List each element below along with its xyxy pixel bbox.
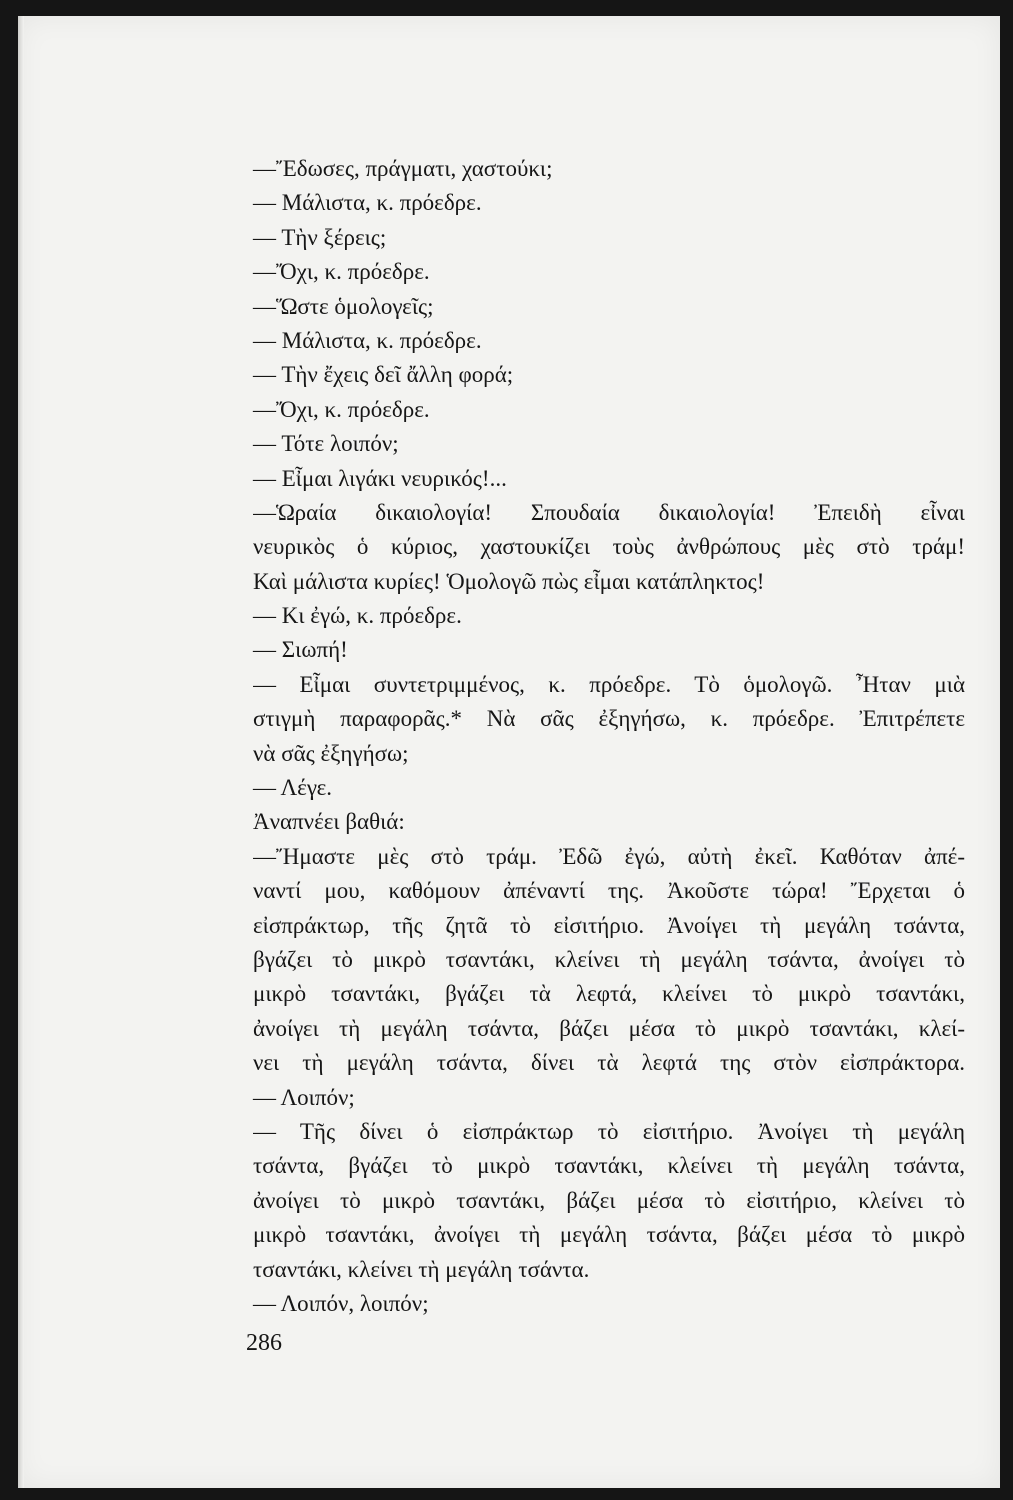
text-line: — Λοιπόν; [253,1084,355,1110]
text-line: —Ἔδωσες, πράγματι, χαστούκι; [253,156,553,181]
text-line: ἀνοίγει τὴ μεγάλη τσάντα, βάζει μέσα τὸ μικρὸ τσαντάκι, κλεί- [253,1015,965,1041]
text-line: —Ὥστε ὁμολογεῖς; [253,293,434,319]
text-line: — Κι ἐγώ, κ. πρόεδρε. [253,603,462,629]
text-line: βγάζει τὸ μικρὸ τσαντάκι, κλείνει τὴ μεγάλη τσάντα, ἀνοίγει τὸ [253,946,965,972]
text-line: —Ὄχι, κ. πρόεδρε. [253,396,430,422]
text-line: νὰ σᾶς ἐξηγήσω; [253,740,409,766]
text-line: μικρὸ τσαντάκι, βγάζει τὰ λεφτά, κλείνει τὸ μικρὸ τσαντάκι, [253,981,965,1007]
text-line: — Λέγε. [253,775,332,801]
text-line: —Ἤμαστε μὲς στὸ τράμ. Ἐδῶ ἐγώ, αὐτὴ ἐκεῖ. Καθόταν ἀπέ- [253,843,965,869]
text-line: — Λοιπόν, λοιπόν; [253,1290,429,1316]
text-line: — Τὴν ξέρεις; [253,224,387,250]
text-line: —Ὡραία δικαιολογία! Σπουδαία δικαιολογία! Ἐπειδὴ εἶναι [253,499,965,525]
text-line: —Ὄχι, κ. πρόεδρε. [253,259,430,285]
body-text [253,152,965,1321]
text-line: στιγμὴ παραφορᾶς.* Νὰ σᾶς ἐξηγήσω, κ. πρόεδρε. Ἐπιτρέπετε [253,706,965,732]
text-line: νευρικὸς ὁ κύριος, χαστουκίζει τοὺς ἀνθρώπους μὲς στὸ τράμ! [253,534,965,560]
text-line: — Τῆς δίνει ὁ εἰσπράκτωρ τὸ εἰσιτήριο. Ἀνοίγει τὴ μεγάλη [253,1118,965,1144]
text-line: — Εἶμαι λιγάκι νευρικός!... [253,465,507,491]
page-number: 286 [246,1330,282,1356]
page-binding-edge [18,16,24,1488]
text-line: — Τότε λοιπόν; [253,431,399,457]
text-line: Ἀναπνέει βαθιά: [253,809,405,835]
text-line: μικρὸ τσαντάκι, ἀνοίγει τὴ μεγάλη τσάντα, βάζει μέσα τὸ μικρὸ [253,1222,965,1248]
text-line: τσαντάκι, κλείνει τὴ μεγάλη τσάντα. [253,1256,590,1282]
text-line: — Μάλιστα, κ. πρόεδρε. [253,190,482,216]
text-line: — Σιωπή! [253,637,348,663]
text-line: ἀνοίγει τὸ μικρὸ τσαντάκι, βάζει μέσα τὸ εἰσιτήριο, κλείνει τὸ [253,1187,965,1213]
text-line: — Τὴν ἔχεις δεῖ ἄλλη φορά; [253,362,514,388]
text-line: εἰσπράκτωρ, τῆς ζητᾶ τὸ εἰσιτήριο. Ἀνοίγει τὴ μεγάλη τσάντα, [253,912,965,938]
text-line: Καὶ μάλιστα κυρίες! Ὁμολογῶ πὼς εἶμαι κατάπληκτος! [253,568,765,594]
text-line: ναντί μου, καθόμουν ἀπέναντί της. Ἀκοῦστε τώρα! Ἔρχεται ὁ [253,878,965,904]
text-line: νει τὴ μεγάλη τσάντα, δίνει τὰ λεφτά της στὸν εἰσπράκτορα. [253,1050,965,1076]
text-line: — Μάλιστα, κ. πρόεδρε. [253,327,482,353]
text-line: τσάντα, βγάζει τὸ μικρὸ τσαντάκι, κλείνει τὴ μεγάλη τσάντα, [253,1153,965,1179]
text-line: — Εἶμαι συντετριμμένος, κ. πρόεδρε. Τὸ ὁμολογῶ. Ἦταν μιὰ [253,671,965,697]
